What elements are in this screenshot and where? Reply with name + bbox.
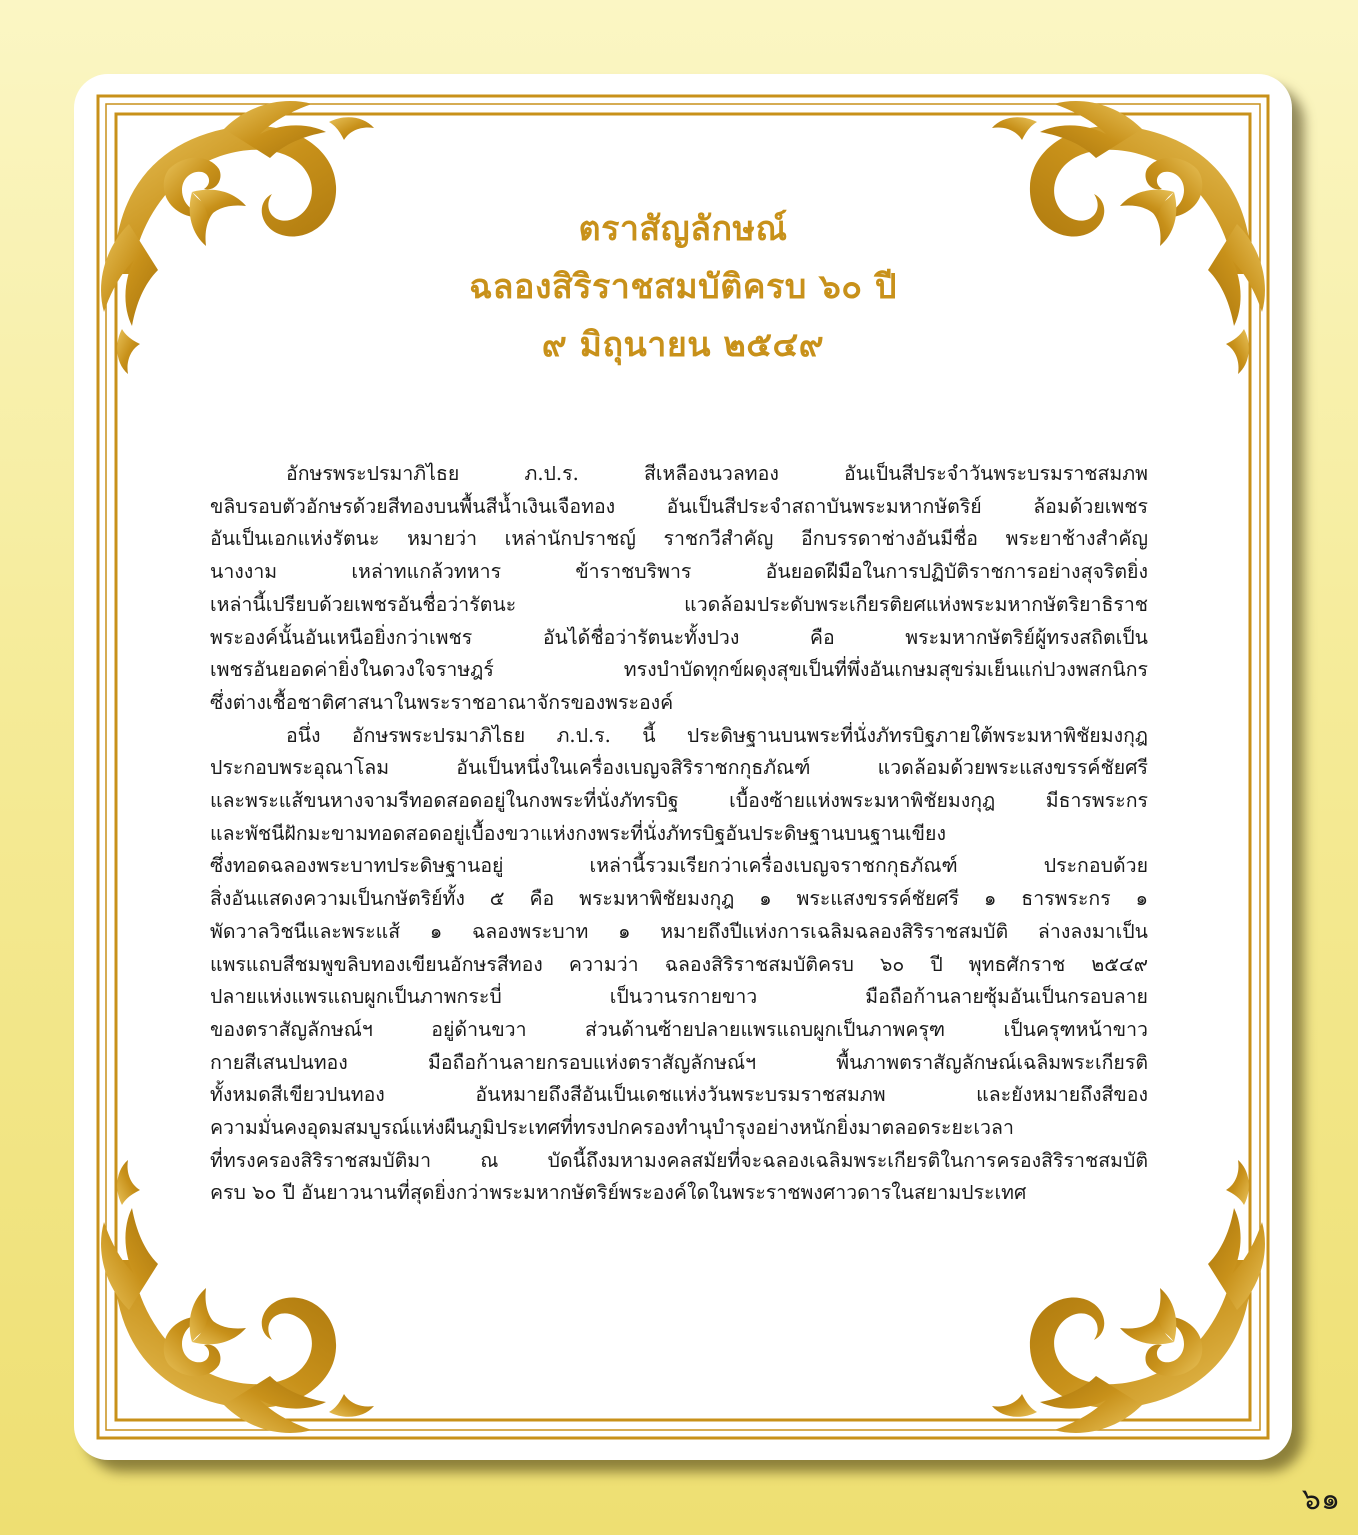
paragraph-1 xyxy=(210,458,1148,720)
paragraph-line: และพระแส้ขนหางจามรีทอดสอดอยู่ในกงพระที่นั่งภัทรบิฐ เบื้องซ้ายแห่งพระมหาพิชัยมงกุฎ มีธารพระกร xyxy=(210,789,1148,813)
paragraph-line: กายสีเสนปนทอง มือถือก้านลายกรอบแห่งตราสัญลักษณ์ฯ พื้นภาพตราสัญลักษณ์เฉลิมพระเกียรติ xyxy=(210,1050,1148,1074)
title-block xyxy=(274,200,1092,374)
paragraph-line: ทั้งหมดสีเขียวปนทอง อันหมายถึงสีอันเป็นเดชแห่งวันพระบรมราชสมภพ และยังหมายถึงสีของ xyxy=(210,1083,1148,1107)
paragraph-line: สิ่งอันแสดงความเป็นกษัตริย์ทั้ง ๕ คือ พระมหาพิชัยมงกุฎ ๑ พระแสงขรรค์ชัยศรี ๑ ธารพระกร ๑ xyxy=(210,887,1148,911)
paragraph-line: แพรแถบสีชมพูขลิบทองเขียนอักษรสีทอง ความว่า ฉลองสิริราชสมบัติครบ ๖๐ ปี พุทธศักราช ๒๕๔๙ xyxy=(210,952,1148,976)
page-number: ๖๑ xyxy=(1301,1482,1340,1517)
paragraph-2 xyxy=(210,720,1148,1211)
title-line-3: ๙ มิถุนายน ๒๕๔๙ xyxy=(541,325,825,365)
paragraph-line: อนึ่ง อักษรพระปรมาภิไธย ภ.ป.ร. นี้ ประดิษฐานบนพระที่นั่งภัทรบิฐภายใต้พระมหาพิชัยมงกุฎ xyxy=(286,723,1148,747)
paragraph-line: ครบ ๖๐ ปี อันยาวนานที่สุดยิ่งกว่าพระมหากษัตริย์พระองค์ใดในพระราชพงศาวดารในสยามประเทศ xyxy=(210,1181,1027,1205)
paragraph-line: เพชรอันยอดค่ายิ่งในดวงใจราษฎร์ ทรงบำบัดทุกข์ผดุงสุขเป็นที่พึ่งอันเกษมสุขร่มเย็นแก่ปวงพสกนิกร xyxy=(210,658,1148,682)
paragraph-line: ขลิบรอบตัวอักษรด้วยสีทองบนพื้นสีน้ำเงินเจือทอง อันเป็นสีประจำสถาบันพระมหากษัตริย์ ล้อมด้วยเพชร xyxy=(210,494,1148,518)
paragraph-line: นางงาม เหล่าทแกล้วทหาร ข้าราชบริพาร อันยอดฝีมือในการปฏิบัติราชการอย่างสุจริตยิ่ง xyxy=(210,560,1148,584)
paragraph-line: เหล่านี้เปรียบด้วยเพชรอันชื่อว่ารัตนะ แวดล้อมประดับพระเกียรติยศแห่งพระมหากษัตริยาธิราช xyxy=(210,592,1148,616)
title-line-2: ฉลองสิริราชสมบัติครบ ๖๐ ปี xyxy=(469,267,897,307)
paragraph-line: อันเป็นเอกแห่งรัตนะ หมายว่า เหล่านักปราชญ์ ราชกวีสำคัญ อีกบรรดาช่างอันมีชื่อ พระยาช้างสำคัญ xyxy=(210,527,1148,551)
paragraph-line: และพัชนีฝักมะขามทอดสอดอยู่เบื้องขวาแห่งกงพระที่นั่งภัทรบิฐอันประดิษฐานบนฐานเขียง xyxy=(210,821,946,845)
paragraph-line: ซึ่งทอดฉลองพระบาทประดิษฐานอยู่ เหล่านี้รวมเรียกว่าเครื่องเบญจราชกกุธภัณฑ์ ประกอบด้วย xyxy=(210,854,1148,878)
paragraph-line: ที่ทรงครองสิริราชสมบัติมา ณ บัดนี้ถึงมหามงคลสมัยที่จะฉลองเฉลิมพระเกียรติในการครองสิริราชสมบัติ xyxy=(210,1148,1148,1172)
body-text xyxy=(210,458,1148,1210)
paragraph-line: พระองค์นั้นอันเหนือยิ่งกว่าเพชร อันได้ชื่อว่ารัตนะทั้งปวง คือ พระมหากษัตริย์ผู้ทรงสถิตเป็น xyxy=(210,625,1148,649)
paragraph-line: อักษรพระปรมาภิไธย ภ.ป.ร. สีเหลืองนวลทอง อันเป็นสีประจำวันพระบรมราชสมภพ xyxy=(286,462,1148,485)
paragraph-line: ประกอบพระอุณาโลม อันเป็นหนึ่งในเครื่องเบญจสิริราชกกุธภัณฑ์ แวดล้อมด้วยพระแสงขรรค์ชัยศรี xyxy=(210,756,1148,780)
paragraph-line: ความมั่นคงอุดมสมบูรณ์แห่งผืนภูมิประเทศที่ทรงปกครองทำนุบำรุงอย่างหนักยิ่งมาตลอดระยะเวลา xyxy=(210,1116,1014,1140)
paragraph-line: ของตราสัญลักษณ์ฯ อยู่ด้านขวา ส่วนด้านซ้ายปลายแพรแถบผูกเป็นภาพครุฑ เป็นครุฑหน้าขาว xyxy=(210,1017,1148,1041)
paragraph-line: พัดวาลวิชนีและพระแส้ ๑ ฉลองพระบาท ๑ หมายถึงปีแห่งการเฉลิมฉลองสิริราชสมบัติ ล่างลงมาเป็น xyxy=(210,919,1148,943)
paragraph-line: ปลายแห่งแพรแถบผูกเป็นภาพกระบี่ เป็นวานรกายขาว มือถือก้านลายซุ้มอันเป็นกรอบลาย xyxy=(210,985,1148,1009)
title-line-1: ตราสัญลักษณ์ xyxy=(578,209,788,249)
page-card xyxy=(74,74,1292,1460)
paragraph-line: ซึ่งต่างเชื้อชาติศาสนาในพระราชอาณาจักรของพระองค์ xyxy=(210,690,674,714)
